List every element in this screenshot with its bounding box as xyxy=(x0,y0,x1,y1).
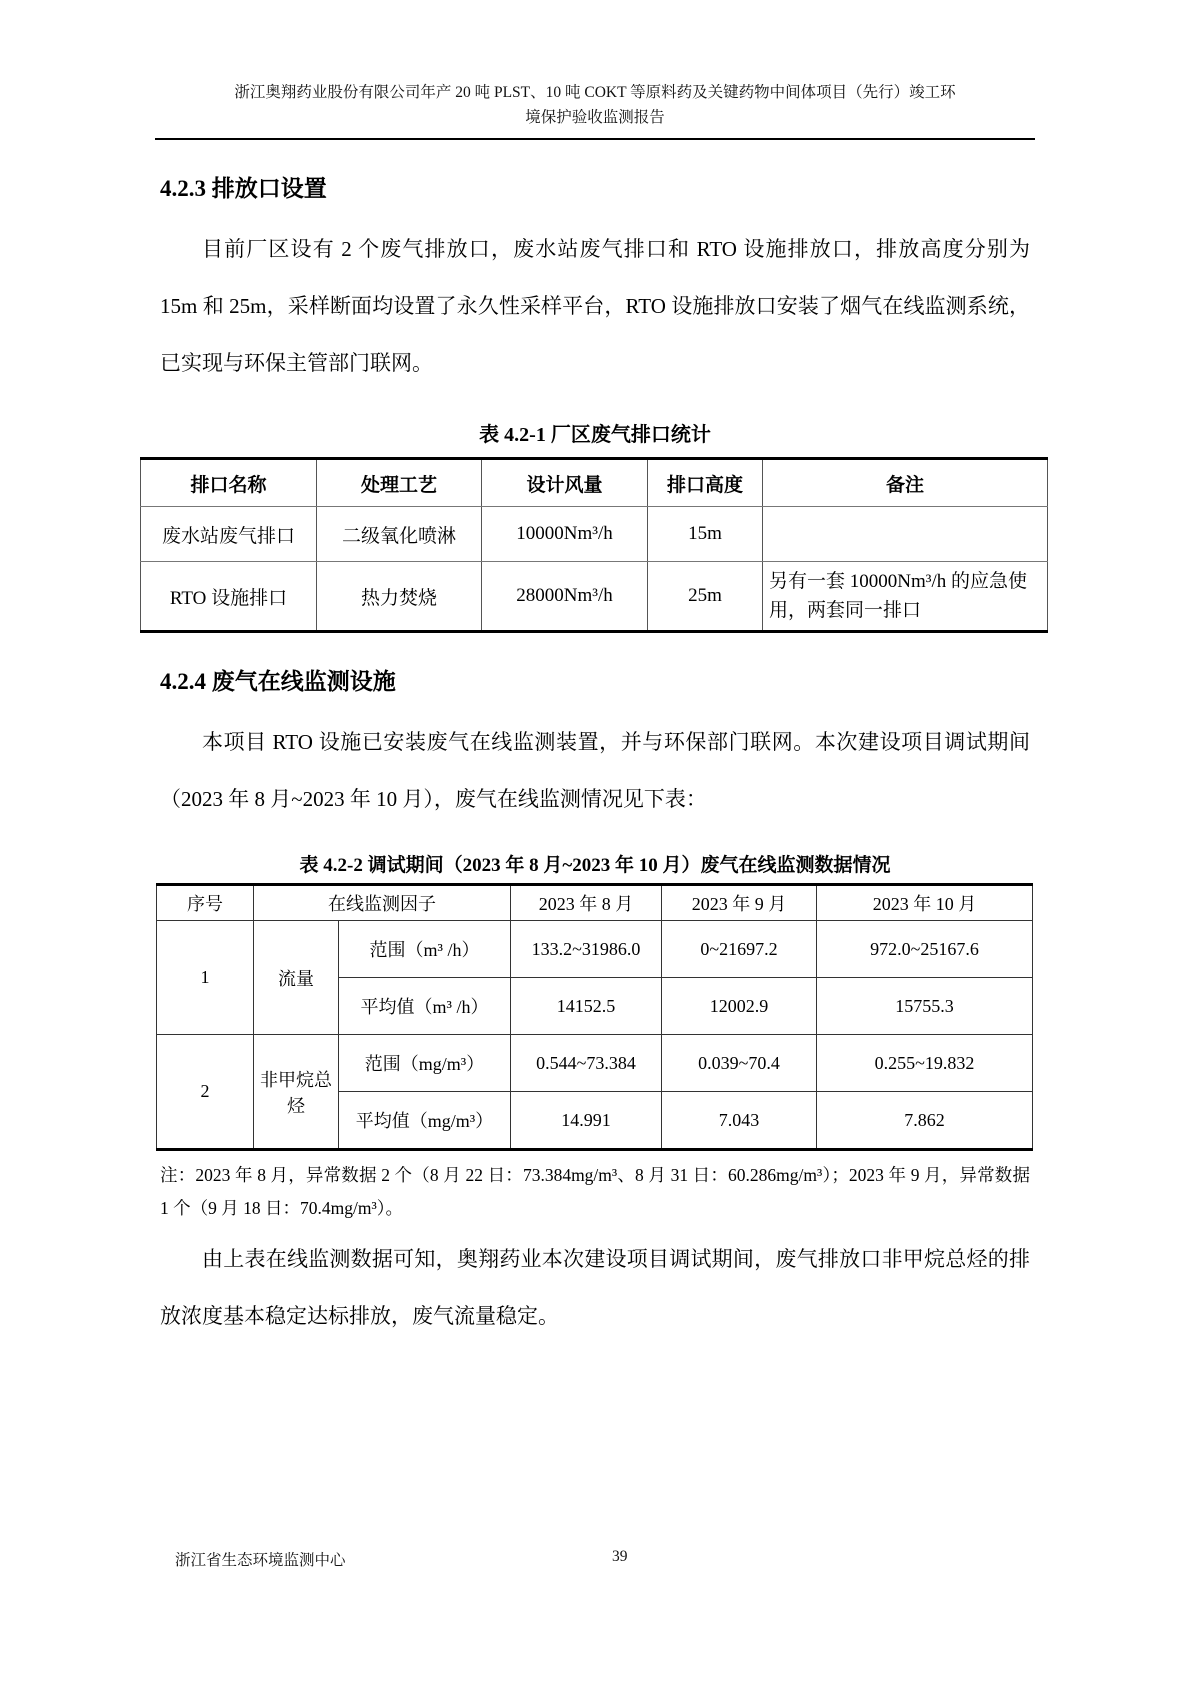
table-4-2-1-header-row xyxy=(141,459,1048,507)
paragraph-online-monitoring: 本项目 RTO 设施已安装废气在线监测装置，并与环保部门联网。本次建设项目调试期间（2023 年 8 月~2023 年 10 月），废气在线监测情况见下表： xyxy=(160,730,1030,811)
table-4-2-1 xyxy=(140,457,1048,633)
cell-value-sep: 0.039~70.4 xyxy=(662,1035,817,1092)
cell-value-aug: 133.2~31986.0 xyxy=(511,921,662,978)
table-row xyxy=(157,1035,1033,1092)
page-header xyxy=(155,0,1035,140)
paragraph-conclusion: 由上表在线监测数据可知，奥翔药业本次建设项目调试期间，废气排放口非甲烷总烃的排放浓度基本稳定达标排放，废气流量稳定。 xyxy=(160,1247,1030,1328)
table-note: 注：2023 年 8 月，异常数据 2 个（8 月 22 日：73.384mg/m³、8 月 31 日：60.286mg/m³）；2023 年 9 月，异常数据 1 个（9 月 18 日：70.4mg/m³）。 xyxy=(160,1165,1030,1218)
cell-design-airflow: 10000Nm³/h xyxy=(482,507,648,562)
cell-index: 1 xyxy=(157,921,254,1035)
cell-remark: 另有一套 10000Nm³/h 的应急使用，两套同一排口 xyxy=(763,562,1048,632)
cell-stat-label: 平均值（mg/m³） xyxy=(339,1092,511,1150)
cell-stat-label: 范围（m³ /h） xyxy=(339,921,511,978)
cell-outlet-name: RTO 设施排口 xyxy=(141,562,317,632)
cell-value-sep: 0~21697.2 xyxy=(662,921,817,978)
cell-stat-label: 平均值（m³ /h） xyxy=(339,978,511,1035)
cell-stat-label: 范围（mg/m³） xyxy=(339,1035,511,1092)
footer-page-number: 39 xyxy=(612,1548,628,1565)
cell-process: 二级氧化喷淋 xyxy=(317,507,482,562)
section-heading-4-2-3: 4.2.3 排放口设置 xyxy=(160,176,327,201)
cell-value-aug: 0.544~73.384 xyxy=(511,1035,662,1092)
col-header-outlet-name: 排口名称 xyxy=(141,459,317,507)
cell-outlet-name: 废水站废气排口 xyxy=(141,507,317,562)
cell-value-oct: 15755.3 xyxy=(817,978,1033,1035)
paragraph-outlet-setup: 目前厂区设有 2 个废气排放口，废水站废气排口和 RTO 设施排放口，排放高度分别为 15m 和 25m，采样断面均设置了永久性采样平台，RTO 设施排放口安装了烟气在线监测系统，已实现与环保主管部门联网。 xyxy=(160,237,1030,375)
table-4-2-2 xyxy=(156,883,1033,1151)
header-line-2: 境保护验收监测报告 xyxy=(525,109,665,126)
col-header-outlet-height: 排口高度 xyxy=(648,459,763,507)
section-heading-4-2-4: 4.2.4 废气在线监测设施 xyxy=(160,669,396,694)
col-header-design-airflow: 设计风量 xyxy=(482,459,648,507)
cell-index: 2 xyxy=(157,1035,254,1150)
footer-organization: 浙江省生态环境监测中心 xyxy=(175,1552,346,1569)
header-running-title xyxy=(155,80,1035,140)
table-4-2-2-header-row xyxy=(157,885,1033,921)
document-body xyxy=(160,170,1030,1345)
cell-remark xyxy=(763,507,1048,562)
table-4-2-1-title: 表 4.2-1 厂区废气排口统计 xyxy=(479,424,711,446)
cell-outlet-height: 25m xyxy=(648,562,763,632)
cell-value-oct: 7.862 xyxy=(817,1092,1033,1150)
table-4-2-2-title: 表 4.2-2 调试期间（2023 年 8 月~2023 年 10 月）废气在线监测数据情况 xyxy=(299,855,891,876)
cell-factor-nmhc: 非甲烷总烃 xyxy=(254,1035,339,1150)
table-row xyxy=(157,921,1033,978)
col-header-month-oct: 2023 年 10 月 xyxy=(817,885,1033,921)
table-row xyxy=(141,562,1048,632)
col-header-month-sep: 2023 年 9 月 xyxy=(662,885,817,921)
col-header-factor: 在线监测因子 xyxy=(254,885,511,921)
header-line-1: 浙江奥翔药业股份有限公司年产 20 吨 PLST、10 吨 COKT 等原料药及关键药物中间体项目（先行）竣工环 xyxy=(234,84,956,101)
cell-value-sep: 12002.9 xyxy=(662,978,817,1035)
col-header-month-aug: 2023 年 8 月 xyxy=(511,885,662,921)
cell-factor-flow: 流量 xyxy=(254,921,339,1035)
col-header-index: 序号 xyxy=(157,885,254,921)
col-header-process: 处理工艺 xyxy=(317,459,482,507)
cell-value-sep: 7.043 xyxy=(662,1092,817,1150)
cell-process: 热力焚烧 xyxy=(317,562,482,632)
cell-outlet-height: 15m xyxy=(648,507,763,562)
cell-design-airflow: 28000Nm³/h xyxy=(482,562,648,632)
cell-value-oct: 972.0~25167.6 xyxy=(817,921,1033,978)
cell-value-aug: 14.991 xyxy=(511,1092,662,1150)
cell-value-oct: 0.255~19.832 xyxy=(817,1035,1033,1092)
table-row xyxy=(141,507,1048,562)
cell-value-aug: 14152.5 xyxy=(511,978,662,1035)
col-header-remark: 备注 xyxy=(763,459,1048,507)
